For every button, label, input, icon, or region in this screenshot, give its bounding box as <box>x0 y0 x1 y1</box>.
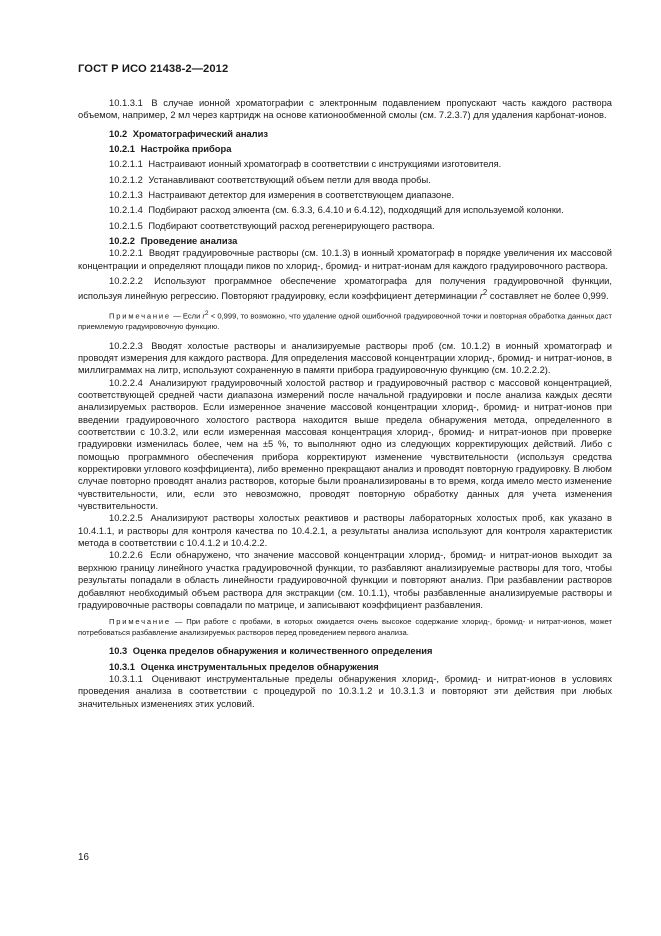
clause-text: Подбирают расход элюента (см. 6.3.3, 6.4.10 и 6.4.12), подходящий для используемой колонки. <box>148 205 564 216</box>
clause-text: Оценивают инструментальные пределы обнаружения хлорид-, бромид- и нитрат-ионов в условиях проведения анализа в соответствии с процедурой по 10.3.1.2 и 10.3.1.3 и повторяют эти действия при любых значительных изменениях этих условий. <box>78 674 612 709</box>
paragraph-10-2-1-4 <box>78 204 612 216</box>
paragraph-10-2-1-2 <box>78 174 612 186</box>
clause-number: 10.2.2.5 <box>109 513 143 524</box>
note-dash: — <box>174 617 183 627</box>
clause-number: 10.2.2.2 <box>109 276 143 287</box>
paragraph-10-2-2-1 <box>78 247 612 272</box>
paragraph-10-1-3-1 <box>78 97 612 122</box>
page-number: 16 <box>78 852 89 863</box>
note-text: При работе с пробами, в которых ожидается очень высокое содержание хлорид-, бромид- и нитрат-ионов, может потребоваться разбавление анализируемых растворов перед проведением первого анализа. <box>78 617 612 637</box>
clause-number: 10.2.2.4 <box>109 377 143 388</box>
clause-text: Подбирают соответствующий расход регенерирующего раствора. <box>148 220 435 231</box>
note-label: Примечание <box>109 311 171 321</box>
heading-number: 10.2 <box>109 128 128 139</box>
heading-text: Оценка пределов обнаружения и количественного определения <box>132 646 433 657</box>
clause-text: Настраивают ионный хроматограф в соответствии с инструкциями изготовителя. <box>148 159 502 170</box>
clause-text: Используют программное обеспечение хроматографа для получения градуировочной функции, используя линейную регрессию. Повторяют градуировку, если коэффициент детерминации <box>78 276 612 302</box>
clause-number: 10.2.2.3 <box>109 340 143 351</box>
r-symbol: r <box>202 311 206 321</box>
paragraph-10-2-2-5 <box>78 512 612 549</box>
heading-number: 10.3 <box>109 646 128 657</box>
note-text: Если <box>182 311 201 321</box>
paragraph-10-2-2-3 <box>78 340 612 377</box>
clause-text: Вводят градуировочные растворы (см. 10.1.3) в ионный хроматограф в порядке увеличения их массовой концентрации и определяют площади пиков по хлорид-, бромид- и нитрат-ионам для каждого градуировочного раствора. <box>78 248 612 271</box>
clause-text: Анализируют градуировочный холостой раствор и градуировочный раствор с массовой концентрацией, соответствующей средней части диапазона измерений после начальной градуировки и после анализа каждых десяти анализируемых растворов. Если измеренное значение массовой концентрации хлорид-, бромид- и нитрат-ионов при введении градуировочного холостого раствора находится выше предела обнаружения метода, определенного в соответствии с 10.3.2, или если измеренная массовая концентрация хлорид-, бромид- и нитрат-ионов при проверке градуировки изменилась более, чем на ±5 %, то выполняют одно из следующих корректирующих действий. Либо с помощью программного обеспечения прибора корректируют изменение чувствительности (используя средства корректировки углового коэффициента), либо временно прекращают анализ и проводят повторную градуировку. В любом случае повторно проводят анализ растворов, которые были проанализированы в то время, когда имело место изменение чувствительности, или, если это невозможно, проводят повторную обработку данных для учета изменения чувствительности. <box>78 377 612 512</box>
heading-10-2 <box>78 128 612 140</box>
note-1 <box>78 309 612 333</box>
paragraph-10-3-1-1 <box>78 673 612 710</box>
clause-number: 10.3.1.1 <box>109 674 143 685</box>
heading-number: 10.3.1 <box>109 661 135 672</box>
clause-number: 10.1.3.1 <box>109 98 143 108</box>
heading-text: Настройка прибора <box>140 144 232 155</box>
heading-10-2-1 <box>78 143 612 155</box>
heading-text: Проведение анализа <box>140 236 238 247</box>
document-body <box>78 97 612 710</box>
clause-text: Настраивают детектор для измерения в соответствующем диапазоне. <box>148 190 455 201</box>
exponent: 2 <box>205 309 209 317</box>
note-dash: — <box>173 311 181 321</box>
document-header: ГОСТ Р ИСО 21438-2—2012 <box>78 63 229 75</box>
exponent: 2 <box>482 288 488 298</box>
clause-text: Устанавливают соответствующий объем петли для ввода пробы. <box>148 174 431 185</box>
clause-number: 10.2.1.5 <box>109 220 143 231</box>
heading-text: Хроматографический анализ <box>132 128 268 139</box>
clause-text: Вводят холостые растворы и анализируемые растворы проб (см. 10.1.2) в ионный хроматограф и проводят измерения для каждого раствора. Для определения массовой концентрации хлорид-, бромид- и нитрат-ионов, в миллиграммах на литр, используют сохраненную в памяти прибора градуировочную функцию (см. 10.2.2.2). <box>78 340 612 376</box>
clause-number: 10.2.2.1 <box>109 248 143 259</box>
clause-text: Анализируют растворы холостых реактивов и растворы лабораторных холостых проб, как указано в 10.4.1.1, и растворы для контроля качества по 10.4.2.1, а результаты анализа используют для контроля характеристик метода в соответствии с 10.4.1.2 и 10.4.2.2. <box>78 513 612 549</box>
paragraph-10-2-2-6 <box>78 549 612 611</box>
heading-10-2-2 <box>78 235 612 247</box>
heading-10-3-1 <box>78 661 612 673</box>
clause-number: 10.2.1.3 <box>109 190 143 201</box>
clause-number: 10.2.1.4 <box>109 205 143 216</box>
heading-10-3 <box>78 645 612 657</box>
r-symbol: r <box>479 291 483 302</box>
paragraph-10-2-2-4 <box>78 377 612 513</box>
paragraph-10-2-2-2 <box>78 275 612 303</box>
clause-text: В случае ионной хроматографии с электронным подавлением пропускают часть каждого раствора объемом, например, 2 мл через картридж на основе катионообменной смолы (см. 7.2.3.7) для удаления карбонат-ионов. <box>78 98 612 121</box>
clause-text: Если обнаружено, что значение массовой концентрации хлорид-, бромид- и нитрат-ионов выходит за верхнюю границу линейного участка градуировочной функции, то разбавляют анализируемые растворы для того, чтобы результаты попадали в область линейности градуировочной функции и повторяют анализ. При разбавлении растворов добавляют необходимый объем раствора для экстракции (см. 10.1.1), чтобы разбавленные анализируемые растворы и градуировочные растворы совпадали по матрице, и записывают коэффициент разбавления. <box>78 550 612 610</box>
clause-text-continued: составляет не более 0,999. <box>489 291 609 302</box>
paragraph-10-2-1-1 <box>78 158 612 170</box>
paragraph-10-2-1-3 <box>78 189 612 201</box>
note-label: Примечание <box>109 617 171 627</box>
clause-number: 10.2.1.2 <box>109 174 143 185</box>
clause-number: 10.2.1.1 <box>109 159 143 170</box>
heading-number: 10.2.1 <box>109 144 135 155</box>
note-2 <box>78 617 612 638</box>
note-text-continued: < 0,999, то возможно, что удаление одной ошибочной градуировочной точки и повторная обработка данных даст приемлемую градуировочную функцию. <box>78 311 612 332</box>
clause-number: 10.2.2.6 <box>109 550 143 561</box>
paragraph-10-2-1-5 <box>78 220 612 232</box>
heading-number: 10.2.2 <box>109 236 135 247</box>
heading-text: Оценка инструментальных пределов обнаружения <box>140 661 379 672</box>
